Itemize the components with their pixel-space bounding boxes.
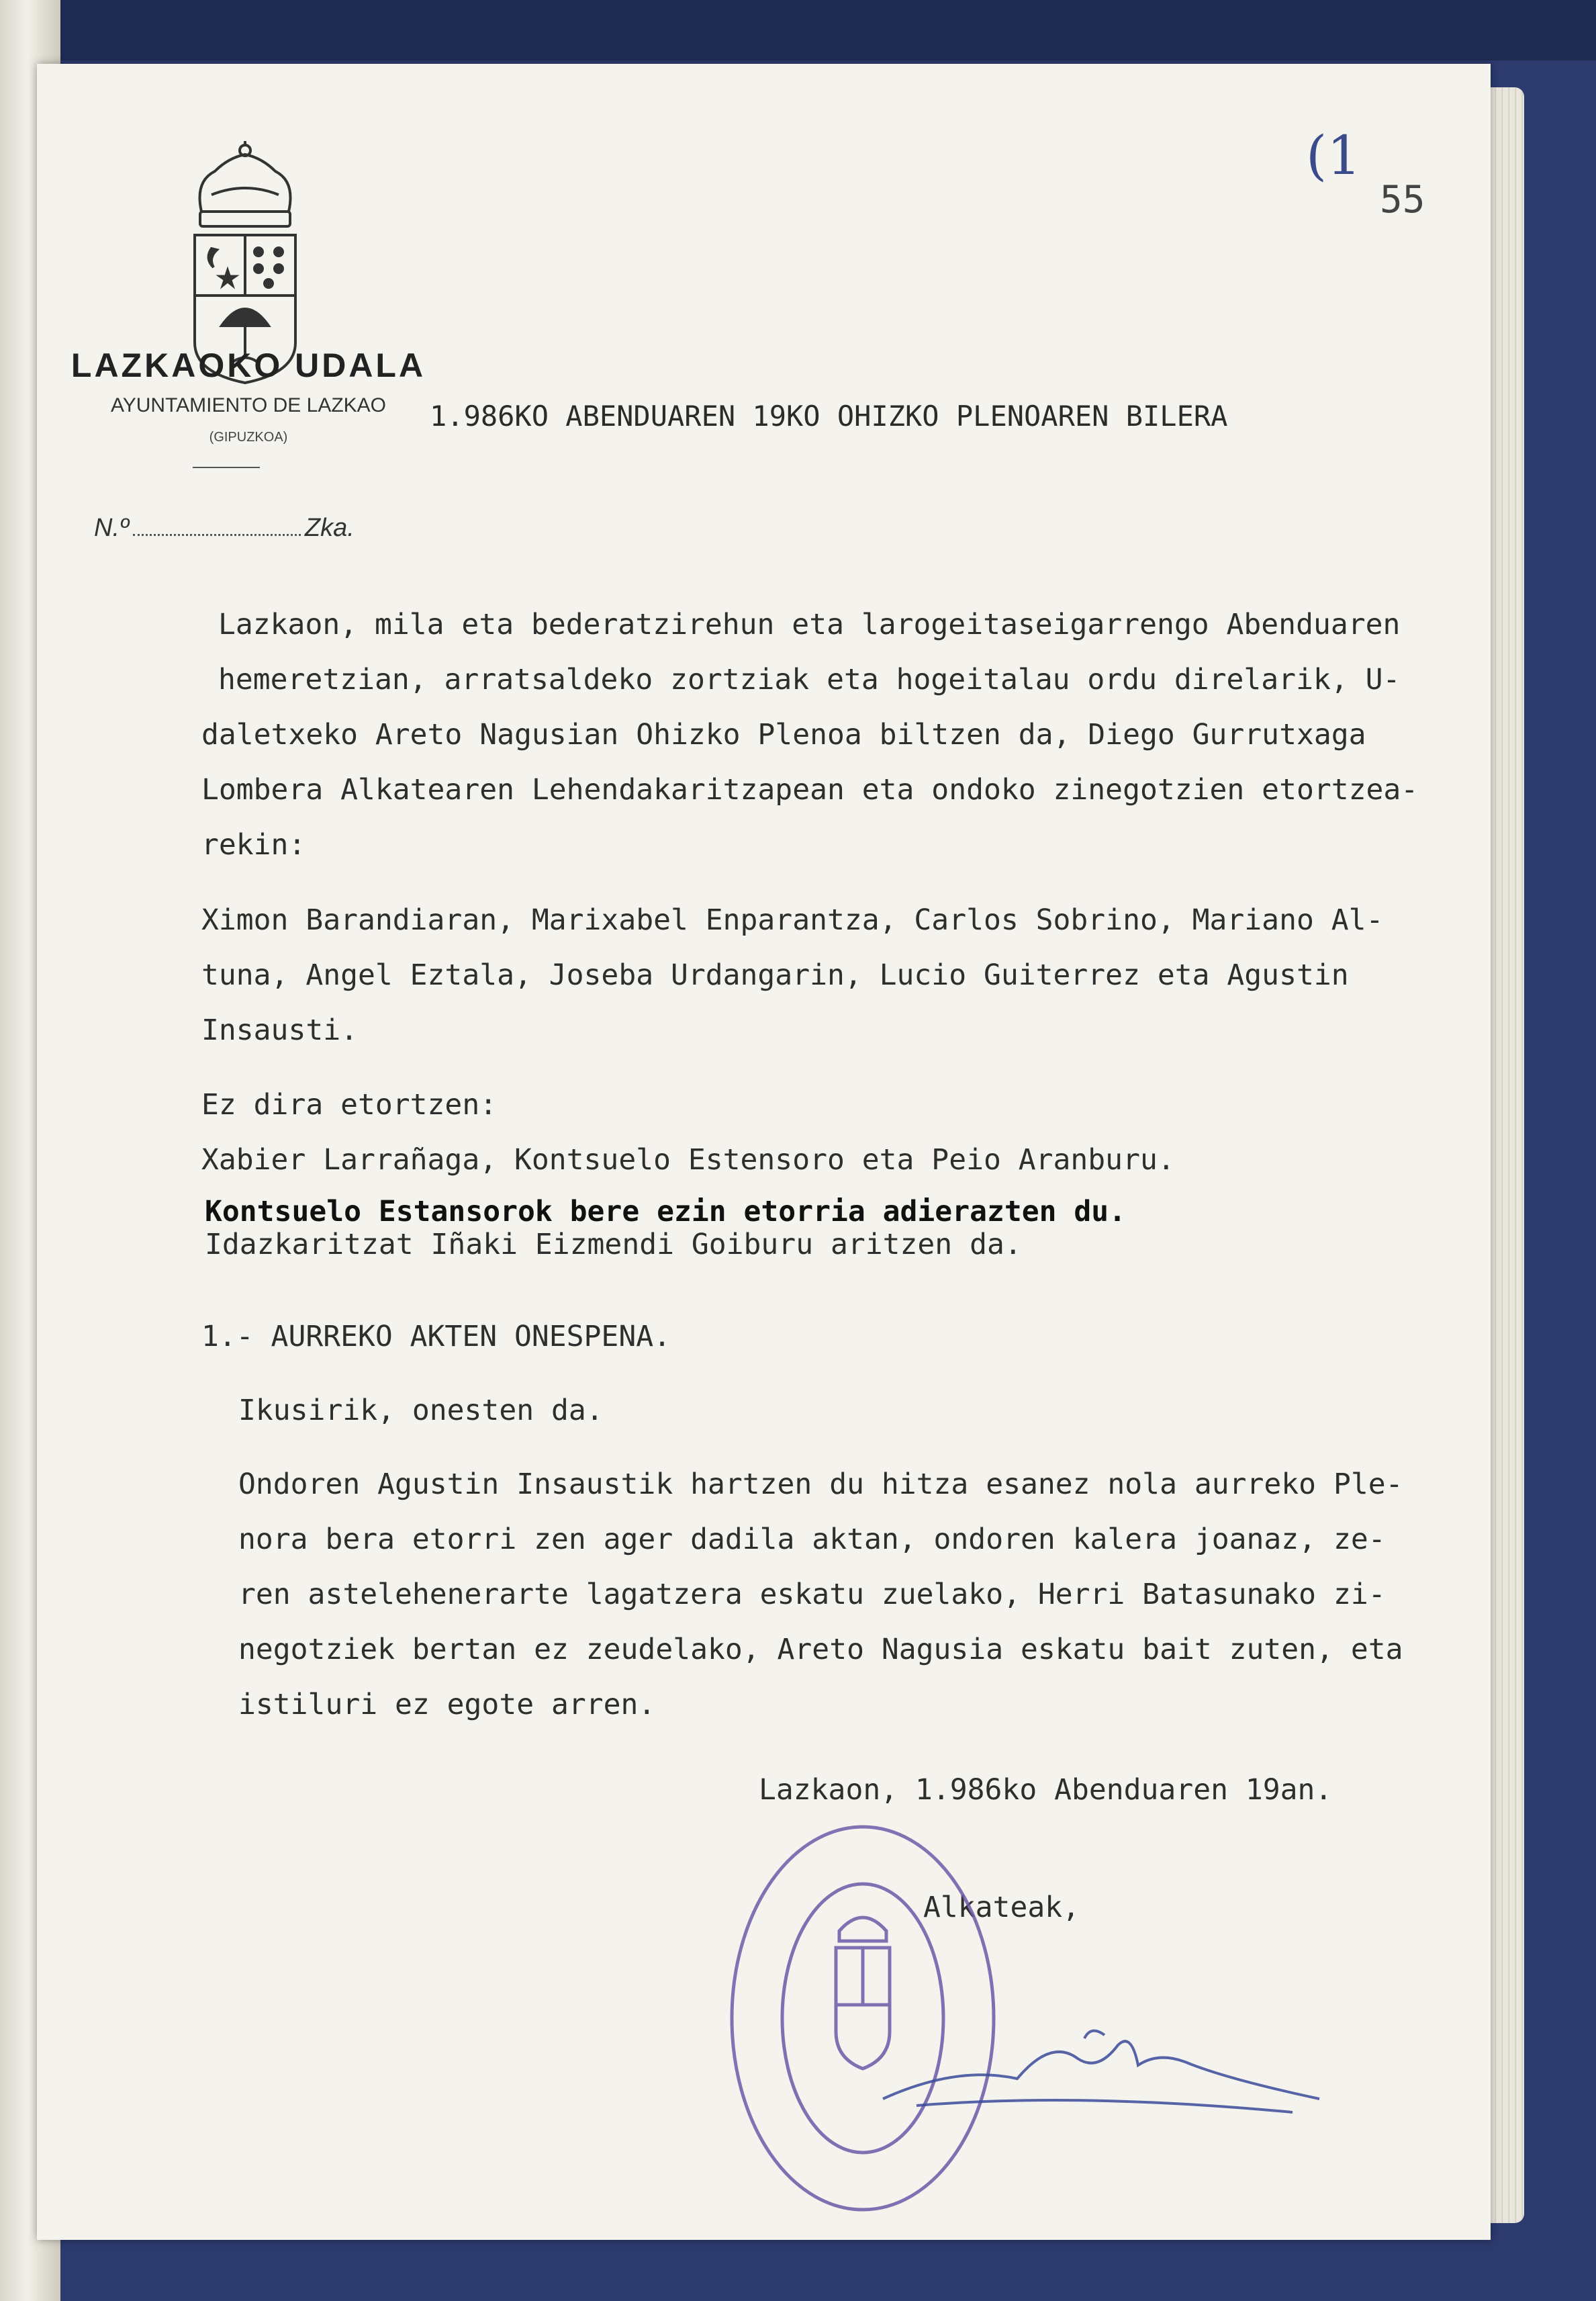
closing-signatory: Alkateak, [923,1891,1080,1924]
number-dotted-line [133,515,301,536]
document-page [37,64,1491,2240]
intro-line: hemeretzian, arratsaldeko zortziak eta hogeitalau ordu direlarik, U- [218,663,1401,696]
agenda-item-heading: 1.- AURREKO AKTEN ONESPENA. [201,1320,671,1353]
number-suffix: Zka. [304,514,355,542]
page-number: 55 [1380,178,1425,222]
intro-line: rekin: [201,828,306,862]
agenda-item-body-line: Ondoren Agustin Insaustik hartzen du hitza esanez nola aurreko Ple- [238,1468,1403,1501]
agenda-item-body-line: ren astelehenerarte lagatzera eskatu zuelako, Herri Batasunako zi- [238,1578,1386,1611]
secretary-line: Idazkaritzat Iñaki Eizmendi Goiburu aritzen da. [205,1228,1022,1261]
handwritten-mark: (1 [1306,124,1362,187]
document-title: 1.986KO ABENDUAREN 19KO OHIZKO PLENOAREN BILERA [430,400,1228,433]
intro-line: Lazkaon, mila eta bederatzirehun eta larogeitaseigarrengo Abenduaren [218,608,1401,641]
attendees-line: Ximon Barandiaran, Marixabel Enparantza, Carlos Sobrino, Mariano Al- [201,903,1384,937]
closing-date: Lazkaon, 1.986ko Abenduaren 19an. [759,1773,1333,1807]
excuse-line: Kontsuelo Estansorok bere ezin etorria adierazten du. [205,1195,1127,1228]
letterhead-divider [193,467,260,468]
mayor-signature-icon [876,1998,1333,2119]
agenda-item-body-line: istiluri ez egote arren. [238,1688,656,1721]
letterhead-province: (GIPUZKOA) [209,430,288,445]
number-prefix: N.º [94,514,129,542]
intro-line: daletxeko Areto Nagusian Ohizko Plenoa biltzen da, Diego Gurrutxaga [201,718,1366,752]
letterhead-subtitle: AYUNTAMIENTO DE LAZKAO [110,394,387,416]
agenda-item-body-line: negotziek bertan ez zeudelako, Areto Nagusia eskatu bait zuten, eta [238,1633,1403,1666]
attendees-line: tuna, Angel Eztala, Joseba Urdangarin, Lucio Guiterrez eta Agustin [201,958,1349,992]
agenda-item-approved: Ikusirik, onesten da. [238,1394,604,1427]
binder-cover-top [0,0,1596,60]
agenda-item-body-line: nora bera etorri zen ager dadila aktan, ondoren kalera joanaz, ze- [238,1523,1386,1556]
intro-line: Lombera Alkatearen Lehendakaritzapean eta ondoko zinegotzien etortzea- [201,773,1419,807]
letterhead-municipality-name: LAZKAOKO UDALA [71,347,426,384]
absent-heading: Ez dira etortzen: [201,1088,498,1122]
absent-line: Xabier Larrañaga, Kontsuelo Estensoro eta Peio Aranburu. [201,1143,1175,1177]
reference-number-field [94,514,443,554]
attendees-line: Insausti. [201,1013,358,1047]
